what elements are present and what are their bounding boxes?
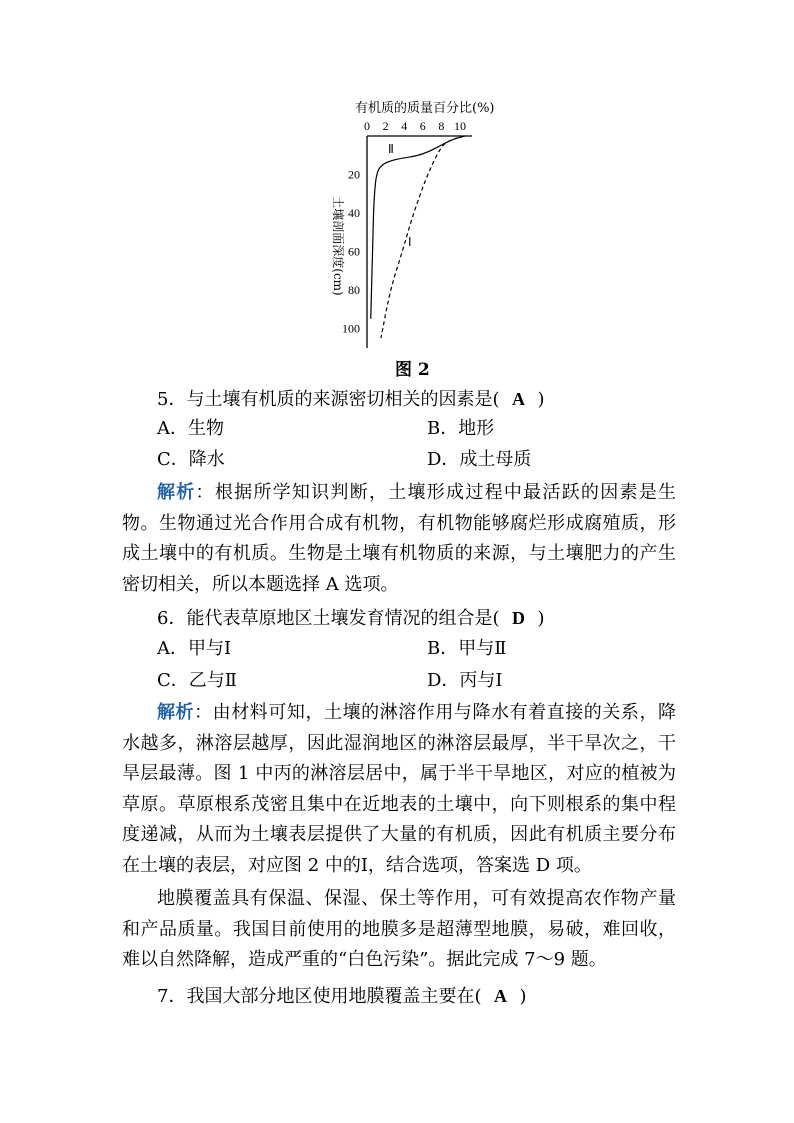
- y-tick-label: 100: [342, 321, 360, 336]
- series-label-II: Ⅱ: [388, 142, 394, 156]
- q6-analysis: [122, 698, 676, 881]
- x-tick-labels: [364, 119, 466, 133]
- q5-stem-text: 5．与土壤有机质的来源密切相关的因素是(: [157, 389, 500, 410]
- x-tick-label: 2: [382, 119, 389, 133]
- x-tick-label: 6: [419, 119, 426, 133]
- q5-option-b: B．地形: [427, 418, 495, 439]
- q5-analysis-label: 解析: [157, 482, 196, 503]
- q5-stem: [157, 388, 545, 411]
- figure-2-chart: [330, 98, 500, 362]
- q5-answer: A: [511, 389, 525, 409]
- q6-stem-text: 6．能代表草原地区土壤发育情况的组合是(: [157, 608, 500, 629]
- x-axis-label: 有机质的质量百分比(%): [355, 101, 495, 116]
- figure-caption: 图 2: [395, 360, 430, 380]
- q6-option-a: A．甲与Ⅰ: [157, 638, 232, 659]
- x-tick-label: 8: [438, 119, 445, 133]
- q5-option-a: A．生物: [157, 418, 224, 439]
- q7-stem-text: 7．我国大部分地区使用地膜覆盖主要在(: [157, 986, 482, 1007]
- q6-analysis-text: ：由材料可知，土壤的淋溶作用与降水有着直接的关系，降水越多，淋溶层越厚，因此湿润地区的淋溶层最厚，半干旱次之，干旱层最薄。图 1 中丙的淋溶层居中，属于半干旱地区，对应的植被为草原。草原根系茂密且集中在近地表的土壤中，向下则根系的集中程度递减，从而为土壤表层提供了大量的有机质，因此有机质主要分布在土壤的表层，对应图 2 中的Ⅰ，结合选项，答案选 D 项。: [122, 702, 677, 876]
- q5-close: ): [537, 389, 545, 410]
- series-label-I: Ⅰ: [408, 235, 412, 249]
- x-tick-label: 10: [454, 119, 466, 133]
- q5-option-c: C．降水: [157, 449, 225, 470]
- q6-option-b: B．甲与Ⅱ: [427, 638, 507, 659]
- q5-analysis-text: ：根据所学知识判断，土壤形成过程中最活跃的因素是生物。生物通过光合作用合成有机物，有机物能够腐烂形成腐殖质，形成土壤中的有机质。生物是土壤有机物质的来源，与土壤肥力的产生密切相关，所以本题选择 A 选项。: [122, 482, 677, 595]
- q6-analysis-label: 解析: [157, 702, 195, 723]
- y-tick-label: 80: [348, 282, 360, 297]
- q6-stem: [157, 607, 545, 630]
- q7-answer: A: [493, 986, 507, 1006]
- y-tick-label: 40: [348, 205, 360, 220]
- y-tick-label: 60: [348, 244, 360, 259]
- q6-answer: D: [511, 608, 525, 628]
- x-tick-label: 0: [364, 119, 370, 133]
- y-axis-label: 土壤剖面深度(cm): [331, 196, 345, 296]
- y-tick-label: 20: [348, 167, 360, 182]
- q5-option-d: D．成土母质: [427, 449, 532, 470]
- q6-option-d: D．丙与Ⅰ: [427, 670, 503, 691]
- series-line-2: [381, 136, 465, 338]
- x-tick-label: 4: [401, 119, 408, 133]
- q5-analysis: [122, 478, 676, 600]
- soil-organic-matter-chart: [330, 98, 500, 358]
- q7-close: ): [519, 986, 527, 1007]
- series-group: [371, 136, 465, 338]
- material-paragraph: 地膜覆盖具有保温、保湿、保土等作用，可有效提高农作物产量和产品质量。我国目前使用的地膜多是超薄型地膜，易破，难回收，难以自然降解，造成严重的“白色污染”。据此完成 7～9 题。: [122, 888, 676, 970]
- q6-option-c: C．乙与Ⅱ: [157, 670, 238, 691]
- q6-close: ): [537, 608, 545, 629]
- q7-stem: [157, 985, 527, 1008]
- series-line-1: [371, 136, 465, 319]
